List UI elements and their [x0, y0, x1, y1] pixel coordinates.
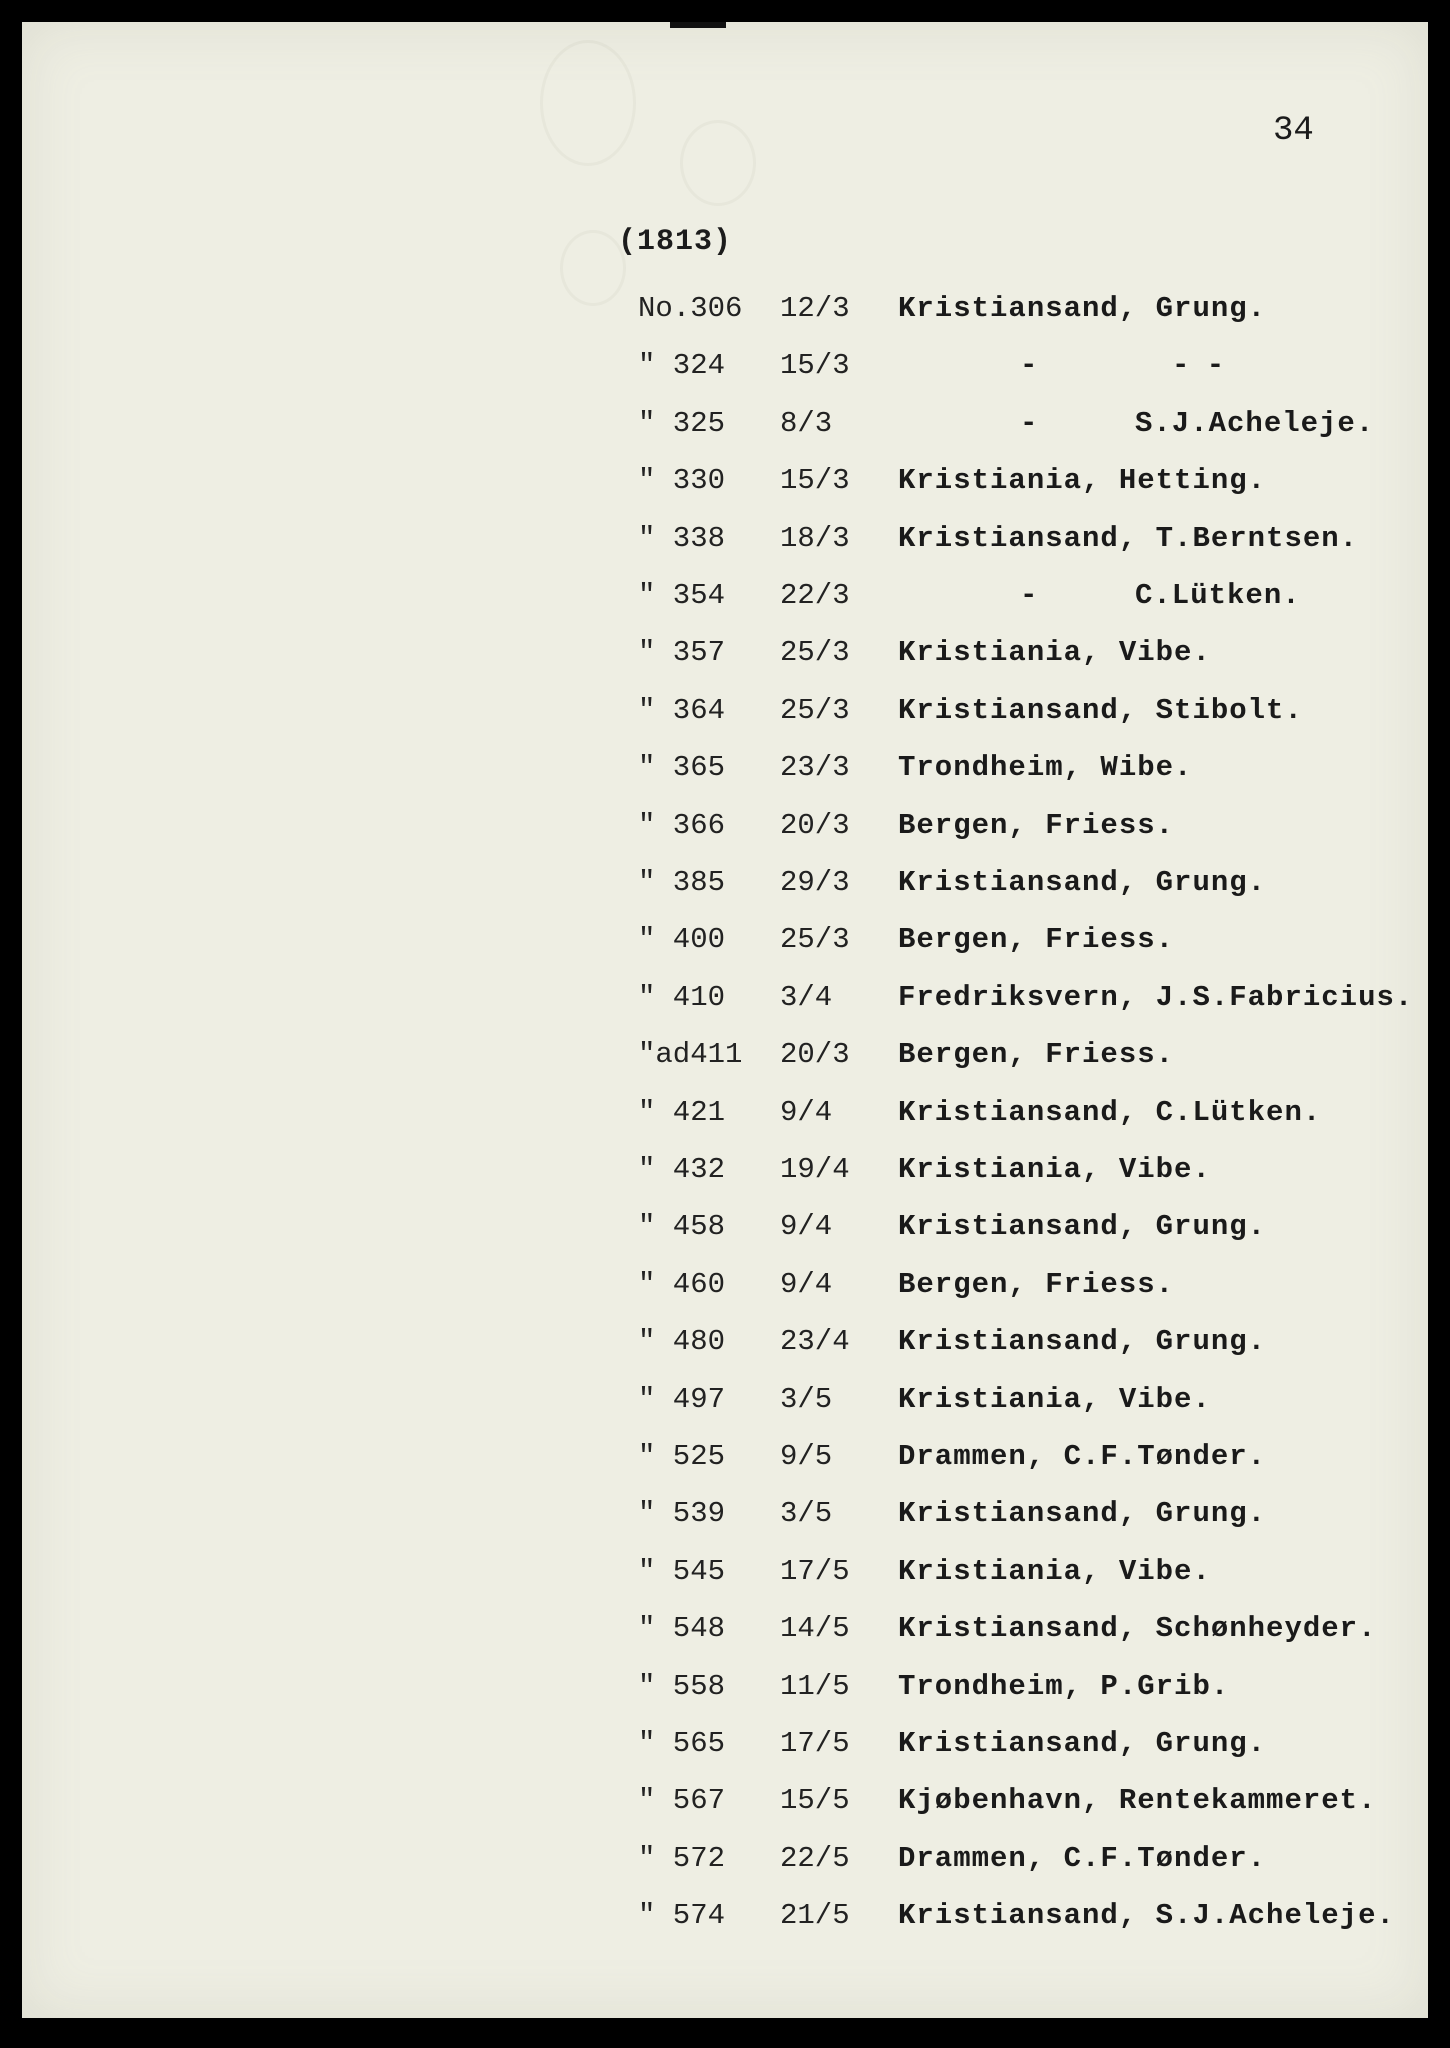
entry-sender: Kristiansand, Grung.: [898, 1727, 1267, 1760]
entry-number: " 410: [638, 981, 726, 1014]
entry-sender: Bergen, Friess.: [898, 1268, 1175, 1301]
entry-sender: Drammen, C.F.Tønder.: [898, 1440, 1267, 1473]
ditto-dash: -: [1020, 579, 1038, 612]
entry-sender: Kristiansand, C.Lütken.: [898, 1096, 1322, 1129]
page-number: 34: [1273, 112, 1314, 150]
entry-date: 19/4: [780, 1153, 850, 1186]
entry-number: " 357: [638, 636, 726, 669]
entry-date: 15/3: [780, 464, 850, 497]
entry-number: " 545: [638, 1555, 726, 1588]
entry-number: " 421: [638, 1096, 726, 1129]
entry-sender: Kristiansand, Grung.: [898, 1497, 1267, 1530]
entry-date: 23/4: [780, 1325, 850, 1358]
entry-sender: Trondheim, Wibe.: [898, 751, 1193, 784]
entry-date: 12/3: [780, 292, 850, 325]
entry-date: 17/5: [780, 1555, 850, 1588]
entry-sender: Kjøbenhavn, Rentekammeret.: [898, 1784, 1377, 1817]
entry-date: 18/3: [780, 522, 850, 555]
entry-date: 9/4: [780, 1210, 833, 1243]
entry-number: " 338: [638, 522, 726, 555]
entry-sender: Kristiansand, T.Berntsen.: [898, 522, 1359, 555]
entry-sender: Bergen, Friess.: [898, 923, 1175, 956]
entry-date: 3/5: [780, 1497, 833, 1530]
entry-number: " 330: [638, 464, 726, 497]
entry-number: " 565: [638, 1727, 726, 1760]
entry-date: 29/3: [780, 866, 850, 899]
register-entry: [0, 981, 1450, 1021]
entry-date: 9/4: [780, 1268, 833, 1301]
entry-date: 22/3: [780, 579, 850, 612]
entry-number: " 366: [638, 809, 726, 842]
entry-number: "ad411: [638, 1038, 743, 1071]
entry-date: 25/3: [780, 694, 850, 727]
entry-number: " 558: [638, 1670, 726, 1703]
entry-number: " 365: [638, 751, 726, 784]
entry-number: " 460: [638, 1268, 726, 1301]
register-entry: [0, 349, 1450, 389]
entry-sender: Kristiansand, S.J.Acheleje.: [898, 1899, 1395, 1932]
register-entry: [0, 636, 1450, 676]
register-entry: [0, 923, 1450, 963]
register-entry: [0, 1268, 1450, 1308]
entry-number: " 354: [638, 579, 726, 612]
register-entry: [0, 1727, 1450, 1767]
entry-date: 20/3: [780, 1038, 850, 1071]
entry-date: 23/3: [780, 751, 850, 784]
register-entry: [0, 1670, 1450, 1710]
entry-number: " 400: [638, 923, 726, 956]
entry-number: " 525: [638, 1440, 726, 1473]
ditto-dash: -: [1020, 407, 1038, 440]
entry-number: " 325: [638, 407, 726, 440]
entry-sender: Kristiania, Hetting.: [898, 464, 1267, 497]
register-entry: [0, 866, 1450, 906]
entry-date: 11/5: [780, 1670, 850, 1703]
entry-number: " 385: [638, 866, 726, 899]
entry-sender: Kristiansand, Grung.: [898, 1325, 1267, 1358]
entry-sender: Trondheim, P.Grib.: [898, 1670, 1230, 1703]
entry-date: 25/3: [780, 923, 850, 956]
year-heading: (1813): [618, 225, 733, 259]
entry-sender: Kristiania, Vibe.: [898, 1153, 1211, 1186]
register-entry: [0, 1497, 1450, 1537]
entry-sender: Kristiansand, Grung.: [898, 866, 1267, 899]
entry-date: 25/3: [780, 636, 850, 669]
entry-date: 9/4: [780, 1096, 833, 1129]
register-entry: [0, 1784, 1450, 1824]
entry-date: 15/3: [780, 349, 850, 382]
entry-number: " 572: [638, 1842, 726, 1875]
entry-sender: Fredriksvern, J.S.Fabricius.: [898, 981, 1414, 1014]
entry-sender: Kristiania, Vibe.: [898, 636, 1211, 669]
register-entry: [0, 1096, 1450, 1136]
entry-date: 3/4: [780, 981, 833, 1014]
entry-number: No.306: [638, 292, 743, 325]
entry-date: 15/5: [780, 1784, 850, 1817]
entry-sender: - -: [1172, 349, 1225, 382]
entry-number: " 364: [638, 694, 726, 727]
register-entry: [0, 1555, 1450, 1595]
register-entry: [0, 407, 1450, 447]
register-entry: [0, 1899, 1450, 1939]
entry-number: " 548: [638, 1612, 726, 1645]
entry-sender: Kristiansand, Grung.: [898, 292, 1267, 325]
entry-number: " 480: [638, 1325, 726, 1358]
entry-date: 8/3: [780, 407, 833, 440]
register-entry: [0, 522, 1450, 562]
register-entry: [0, 1153, 1450, 1193]
register-entry: [0, 1325, 1450, 1365]
register-entry: [0, 1210, 1450, 1250]
register-entry: [0, 1440, 1450, 1480]
entry-sender: C.Lütken.: [1135, 579, 1301, 612]
entry-number: " 497: [638, 1383, 726, 1416]
entry-sender: Drammen, C.F.Tønder.: [898, 1842, 1267, 1875]
entry-number: " 458: [638, 1210, 726, 1243]
entry-sender: Bergen, Friess.: [898, 1038, 1175, 1071]
register-entry: [0, 809, 1450, 849]
entry-number: " 574: [638, 1899, 726, 1932]
register-entry: [0, 1842, 1450, 1882]
entry-date: 20/3: [780, 809, 850, 842]
entry-date: 22/5: [780, 1842, 850, 1875]
entry-sender: Kristiansand, Schønheyder.: [898, 1612, 1377, 1645]
register-entry: [0, 579, 1450, 619]
entry-sender: Kristiansand, Grung.: [898, 1210, 1267, 1243]
entry-date: 3/5: [780, 1383, 833, 1416]
register-entry: [0, 292, 1450, 332]
entry-date: 17/5: [780, 1727, 850, 1760]
register-entry: [0, 694, 1450, 734]
entry-date: 9/5: [780, 1440, 833, 1473]
register-entry: [0, 1038, 1450, 1078]
entry-sender: Kristiania, Vibe.: [898, 1555, 1211, 1588]
register-entry: [0, 751, 1450, 791]
entry-number: " 567: [638, 1784, 726, 1817]
entry-date: 21/5: [780, 1899, 850, 1932]
register-entry: [0, 1612, 1450, 1652]
register-entry: [0, 464, 1450, 504]
entry-date: 14/5: [780, 1612, 850, 1645]
register-entry: [0, 1383, 1450, 1423]
entry-sender: Kristiansand, Stibolt.: [898, 694, 1303, 727]
entry-sender: Bergen, Friess.: [898, 809, 1175, 842]
entry-number: " 432: [638, 1153, 726, 1186]
ditto-dash: -: [1020, 349, 1038, 382]
entry-number: " 324: [638, 349, 726, 382]
entry-number: " 539: [638, 1497, 726, 1530]
entry-sender: Kristiania, Vibe.: [898, 1383, 1211, 1416]
entry-sender: S.J.Acheleje.: [1135, 407, 1375, 440]
